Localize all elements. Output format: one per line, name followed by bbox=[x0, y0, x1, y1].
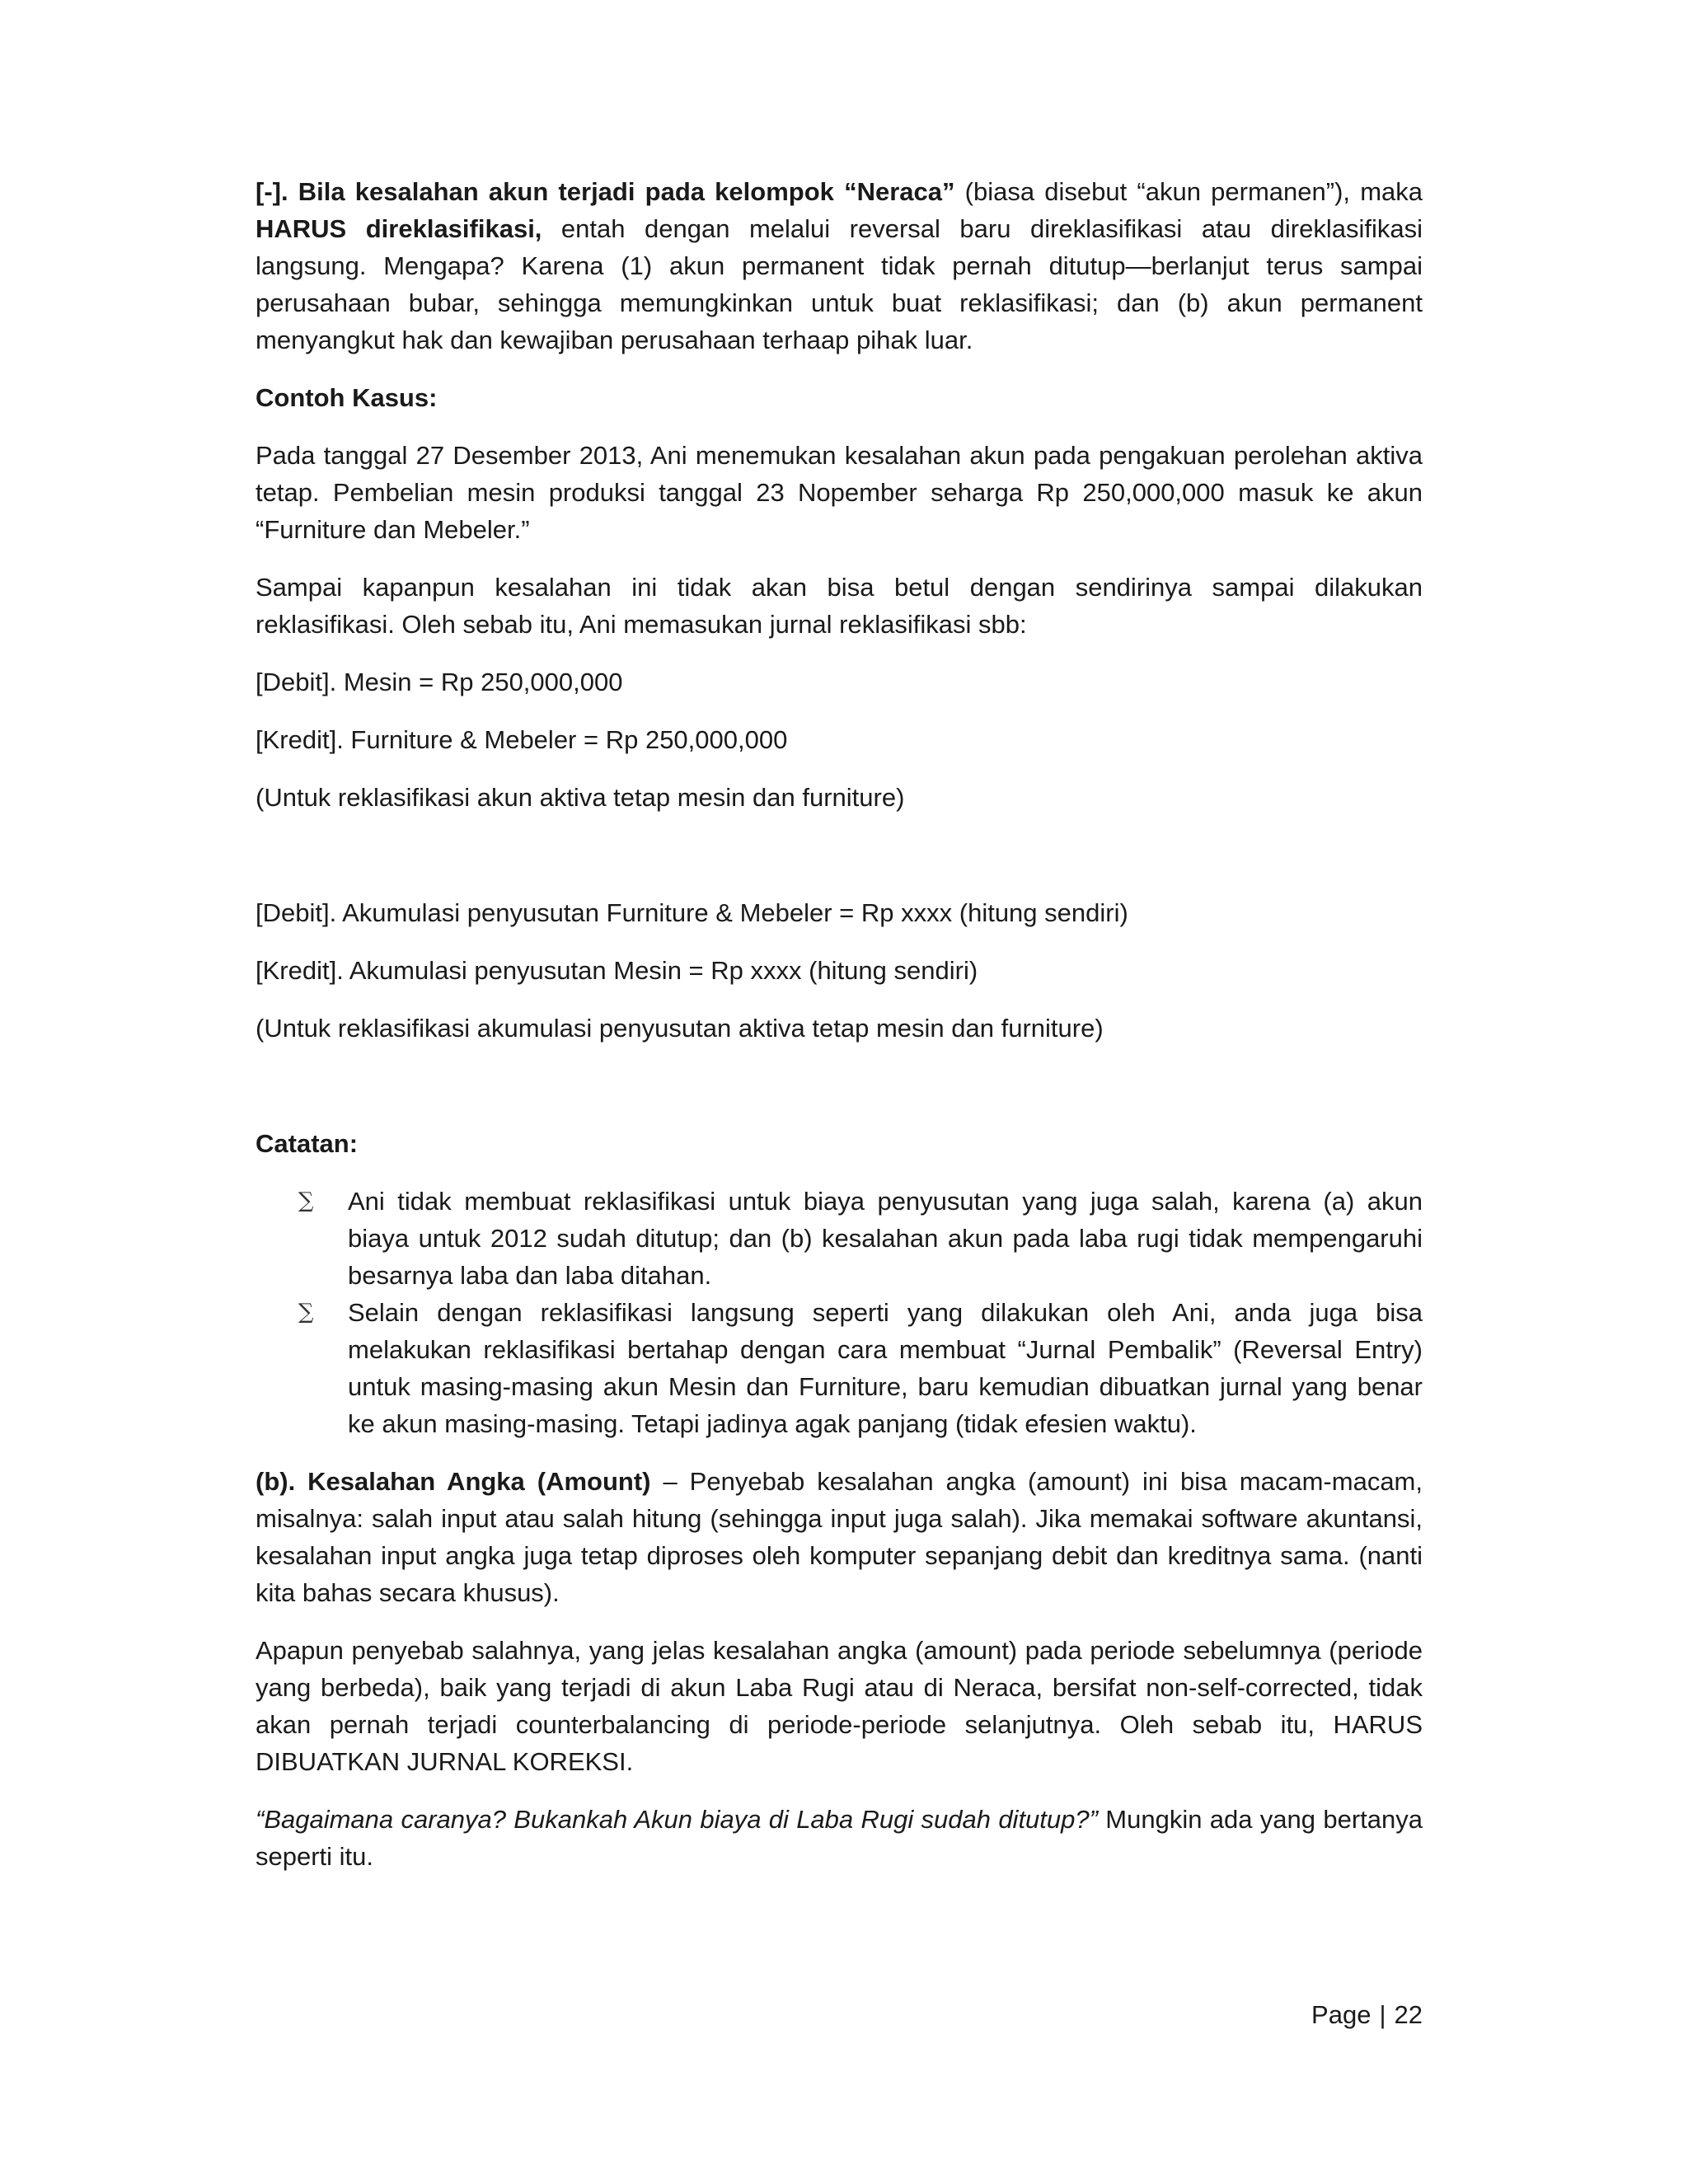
spacer bbox=[256, 837, 1423, 894]
document-body bbox=[256, 173, 1423, 1896]
neraca-text-b: entah dengan melalui reversal baru direklasifikasi atau direklasifikasi langsung. Mengapa? Karena (1) akun permanent tidak pernah ditutup—berlanjut terus sampai perusahaan bubar, sehingga memungkinkan untuk buat reklasifikasi; dan (b) akun permanent menyangkut hak dan kewajiban perusahaan terhaap pihak luar. bbox=[256, 214, 1423, 354]
paragraph-reclass-intro: Sampai kapanpun kesalahan ini tidak akan bisa betul dengan sendirinya sampai dilakukan reklasifikasi. Oleh sebab itu, Ani memasukan jurnal reklasifikasi sbb: bbox=[256, 573, 1423, 639]
catatan-item-text: Ani tidak membuat reklasifikasi untuk biaya penyusutan yang juga salah, karena (a) akun biaya untuk 2012 sudah ditutup; dan (b) kesalahan akun pada laba rugi tidak mempengaruhi besarnya laba dan laba ditahan. bbox=[348, 1187, 1423, 1290]
question-text: Mungkin ada yang bertanya seperti itu. bbox=[256, 1805, 1423, 1871]
neraca-text-a: (biasa disebut “akun permanen”), maka bbox=[954, 177, 1423, 206]
paragraph-amount bbox=[256, 1463, 1423, 1611]
question-italic: “Bagaimana caranya? Bukankah Akun biaya di Laba Rugi sudah ditutup?” bbox=[256, 1805, 1098, 1834]
spacer bbox=[256, 1067, 1423, 1125]
journal1-kredit: [Kredit]. Furniture & Mebeler = Rp 250,000,000 bbox=[256, 725, 788, 754]
page-number: 22 bbox=[1394, 2000, 1423, 2029]
sigma-bullet-icon: ∑ bbox=[298, 1188, 314, 1213]
journal2-note: (Untuk reklasifikasi akumulasi penyusutan aktiva tetap mesin dan furniture) bbox=[256, 1014, 1104, 1043]
page-footer bbox=[1311, 1996, 1423, 2033]
paragraph-question bbox=[256, 1801, 1423, 1875]
catatan-list bbox=[256, 1183, 1423, 1442]
amount-text: – Penyebab kesalahan angka (amount) ini bisa macam-macam, misalnya: salah input atau salah hitung (sehingga input juga salah). Jika memakai software akuntansi, kesalahan input angka juga tetap diproses oleh komputer sepanjang debit dan kreditnya sama. (nanti kita bahas secara khusus). bbox=[256, 1467, 1423, 1607]
catatan-item bbox=[256, 1294, 1423, 1442]
paragraph-koreksi: Apapun penyebab salahnya, yang jelas kesalahan angka (amount) pada periode sebelumnya (periode yang berbeda), baik yang terjadi di akun Laba Rugi atau di Neraca, bersifat non-self-corrected, tidak akan pernah terjadi counterbalancing di periode-periode selanjutnya. Oleh sebab itu, HARUS DIBUATKAN JURNAL KOREKSI. bbox=[256, 1636, 1423, 1776]
amount-lead: (b). Kesalahan Angka (Amount) bbox=[256, 1467, 651, 1496]
contoh-kasus-heading bbox=[256, 379, 1423, 416]
page-label: Page bbox=[1311, 2000, 1372, 2029]
catatan-item-text: Selain dengan reklasifikasi langsung seperti yang dilakukan oleh Ani, anda juga bisa melakukan reklasifikasi bertahap dengan cara membuat “Jurnal Pembalik” (Reversal Entry) untuk masing-masing akun Mesin dan Furniture, baru kemudian dibuatkan jurnal yang benar ke akun masing-masing. Tetapi jadinya agak panjang (tidak efesien waktu). bbox=[348, 1298, 1423, 1438]
paragraph-neraca bbox=[256, 173, 1423, 359]
catatan-item bbox=[256, 1183, 1423, 1294]
catatan-heading bbox=[256, 1125, 1423, 1162]
paragraph-case: Pada tanggal 27 Desember 2013, Ani menemukan kesalahan akun pada pengakuan perolehan aktiva tetap. Pembelian mesin produksi tanggal 23 Nopember seharga Rp 250,000,000 masuk ke akun “Furniture dan Mebeler.” bbox=[256, 441, 1423, 544]
journal1-debit: [Debit]. Mesin = Rp 250,000,000 bbox=[256, 668, 623, 696]
page-separator: | bbox=[1379, 2000, 1386, 2029]
catatan-heading-text: Catatan: bbox=[256, 1129, 359, 1158]
journal1-note: (Untuk reklasifikasi akun aktiva tetap mesin dan furniture) bbox=[256, 783, 905, 812]
journal2-kredit: [Kredit]. Akumulasi penyusutan Mesin = Rp xxxx (hitung sendiri) bbox=[256, 956, 978, 985]
contoh-kasus-heading-text: Contoh Kasus: bbox=[256, 383, 438, 412]
sigma-bullet-icon: ∑ bbox=[298, 1300, 314, 1324]
journal2-debit: [Debit]. Akumulasi penyusutan Furniture & Mebeler = Rp xxxx (hitung sendiri) bbox=[256, 898, 1128, 927]
neraca-lead: [-]. Bila kesalahan akun terjadi pada kelompok “Neraca” bbox=[256, 177, 955, 206]
neraca-bold-mid: HARUS direklasifikasi, bbox=[256, 214, 542, 243]
